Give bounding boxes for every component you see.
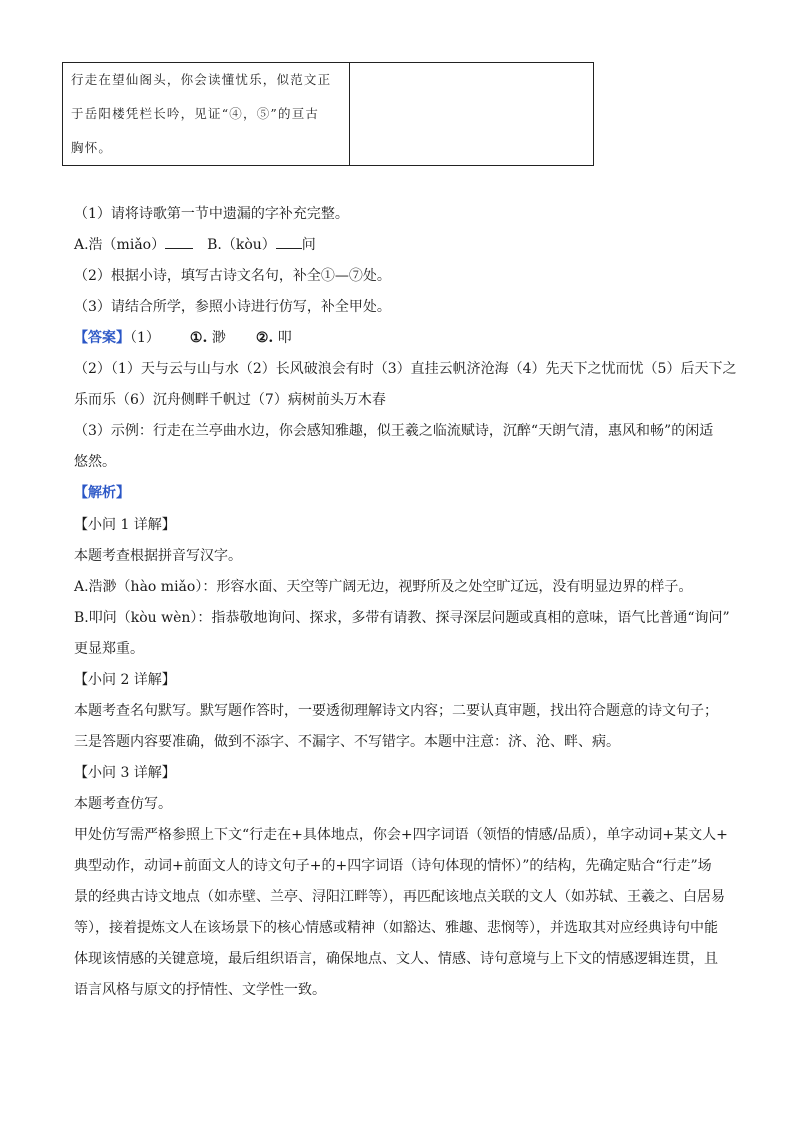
- analysis-sub3-p1: 本题考查仿写。: [74, 796, 172, 812]
- option-b-label: B.（kòu）: [207, 237, 276, 253]
- table-right-cell: [350, 63, 594, 166]
- analysis-sub1-title: 【小问 1 详解】: [74, 517, 176, 533]
- answer-item-2-number: ②.: [255, 330, 274, 346]
- table-line-2-post: ”的亘古: [270, 106, 320, 121]
- analysis-sub1-p1: 本题考查根据拼音写汉字。: [74, 548, 242, 564]
- table-line-3: 胸怀。: [71, 140, 113, 155]
- option-b-blank: [276, 234, 302, 249]
- question-3: （3）请结合所学，参照小诗进行仿写，补全甲处。: [74, 299, 391, 315]
- question-1: （1）请将诗歌第一节中遗漏的字补充完整。: [74, 206, 349, 222]
- table-left-cell: [63, 63, 350, 166]
- option-a-label: A.浩（miǎo）: [74, 237, 166, 253]
- table-line-2-pre: 于岳阳楼凭栏长吟，见证“: [71, 106, 230, 121]
- analysis-sub2-p1-line-2: 三是答题内容要准确，做到不添字、不漏字、不写错字。本题中注意：济、沧、畔、病。: [74, 734, 620, 750]
- analysis-sub3-title: 【小问 3 详解】: [74, 765, 176, 781]
- answer-q3-line-1: （3）示例：行走在兰亭曲水边，你会感知雅趣，似王羲之临流赋诗，沉醉“天朗气清，惠风和畅”的闲适: [74, 423, 714, 439]
- analysis-sub3-p2-line-5: 体现该情感的关键意境，最后组织语言，确保地点、文人、情感、诗句意境与上下文的情感逻辑连贯，且: [74, 951, 718, 967]
- answer-tag: 【答案】: [74, 330, 130, 346]
- answer-q2-line-1: （2）（1）天与云与山与水（2）长风破浪会有时（3）直挂云帆济沧海（4）先天下之忧而忧（5）后天下之: [74, 361, 737, 377]
- analysis-tag: 【解析】: [74, 485, 130, 501]
- analysis-sub2-title: 【小问 2 详解】: [74, 672, 176, 688]
- analysis-sub3-p2-line-1: 甲处仿写需严格参照上下文“行走在+具体地点，你会+四字词语（领悟的情感/品质），单字动词+某文人+: [74, 827, 728, 843]
- table-line-1: 行走在望仙阁头，你会读懂忧乐，似范文正: [71, 72, 332, 87]
- analysis-sub3-p2-line-4: 等），接着提炼文人在该场景下的核心情感或精神（如豁达、雅趣、悲悯等），并选取其对应经典诗句中能: [74, 920, 718, 936]
- circle-number-5: ⑤: [256, 106, 271, 121]
- analysis-sub2-p1-line-1: 本题考查名句默写。默写题作答时，一要透彻理解诗文内容；二要认真审题，找出符合题意的诗文句子；: [74, 703, 718, 719]
- question-2: （2）根据小诗，填写古诗文名句，补全①—⑦处。: [74, 268, 391, 284]
- analysis-sub1-p3-line-1: B.叩问（kòu wèn）：指恭敬地询问、探求，多带有请教、探寻深层问题或真相的意味，语气比普通“询问”: [74, 610, 730, 626]
- analysis-sub1-p2: A.浩渺（hào miǎo）：形容水面、天空等广阔无边，视野所及之处空旷辽远，没有明显边界的样子。: [74, 579, 693, 595]
- answer-q3-line-2: 悠然。: [74, 454, 116, 470]
- analysis-sub3-p2-line-6: 语言风格与原文的抒情性、文学性一致。: [74, 982, 326, 998]
- table-line-2: [71, 97, 341, 131]
- table-left-text: [63, 63, 349, 165]
- analysis-sub3-p2-line-3: 景的经典古诗文地点（如赤壁、兰亭、浔阳江畔等），再匹配该地点关联的文人（如苏轼、王羲之、白居易: [74, 889, 725, 905]
- answer-q2-line-2: 乐而乐（6）沉舟侧畔千帆过（7）病树前头万木春: [74, 392, 386, 408]
- analysis-sub3-p2-line-2: 典型动作，动词+前面文人的诗文句子+的+四字词语（诗句体现的情怀）”的结构，先确定贴合“行走”场: [74, 858, 712, 874]
- answer-item-1-number: ①.: [189, 330, 208, 346]
- answer-q1-prefix: （1）: [130, 330, 160, 346]
- option-b-suffix: 问: [301, 237, 316, 253]
- answer-q1-line: [74, 327, 292, 349]
- option-a-blank: [165, 234, 193, 249]
- poem-table: [62, 62, 594, 166]
- answer-item-2-text: 叩: [277, 330, 292, 346]
- question-1-options: [74, 234, 316, 256]
- table-comma: ，: [243, 106, 257, 121]
- analysis-sub1-p3-line-2: 更显郑重。: [74, 641, 144, 657]
- circle-number-4: ④: [229, 106, 243, 121]
- answer-item-1-text: 渺: [211, 330, 226, 346]
